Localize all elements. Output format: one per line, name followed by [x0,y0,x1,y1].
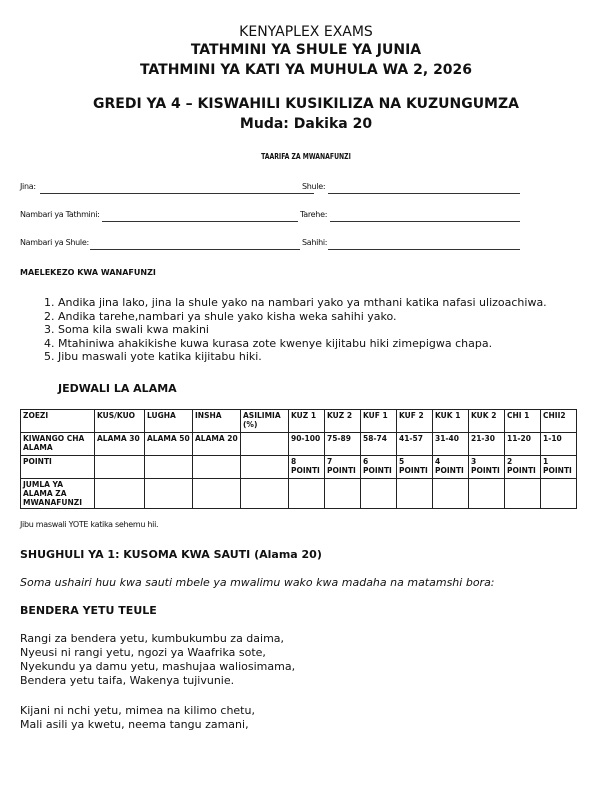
instructions-list [20,296,612,364]
marks-table-cell: INSHA [193,410,241,433]
marks-table-row [21,479,577,509]
marks-table-title: JEDWALI LA ALAMA [58,382,177,395]
poem-line: Nyeusi ni rangi yetu, ngozi ya Waafrika sote, [20,646,266,659]
instructions-title: MAELEKEZO KWA WANAFUNZI [20,268,156,277]
marks-table [20,409,577,509]
instruction-item: 5. Jibu maswali yote katika kijitabu hiki. [58,350,612,364]
marks-table-cell: JUMLA YA ALAMA ZA MWANAFUNZI [21,479,95,509]
nambari-shule-input-line[interactable] [90,249,300,250]
marks-table-cell[interactable] [361,479,397,509]
shule-label: Shule: [302,182,326,191]
name-school-row [20,182,592,196]
poem-stanza-1 [20,632,295,688]
marks-table-cell[interactable] [541,479,577,509]
marks-table-cell: 8 POINTI [289,456,325,479]
marks-table-cell[interactable] [397,479,433,509]
marks-table-cell [145,456,193,479]
marks-table-cell [95,456,145,479]
marks-table-cell [193,456,241,479]
nambari-tathmini-input-line[interactable] [102,221,298,222]
sahihi-label: Sahihi: [302,238,328,247]
marks-table-cell: CHI 1 [505,410,541,433]
marks-table-cell: 21-30 [469,433,505,456]
marks-table-cell[interactable] [95,479,145,509]
marks-table-row [21,433,577,456]
marks-table-cell[interactable] [241,479,289,509]
marks-table-cell: KUZ 1 [289,410,325,433]
instruction-item: 4. Mtahiniwa ahakikishe kuwa kurasa zote kwenye kijitabu hiki zimepigwa chapa. [58,337,612,351]
section1-title: SHUGHULI YA 1: KUSOMA KWA SAUTI (Alama 20) [20,548,322,561]
marks-table-cell: KUK 1 [433,410,469,433]
tarehe-input-line[interactable] [330,221,520,222]
marks-table-cell: 6 POINTI [361,456,397,479]
tarehe-label: Tarehe: [300,210,328,219]
marks-table-cell: 3 POINTI [469,456,505,479]
nambari-shule-label: Nambari ya Shule: [20,238,89,247]
marks-table-cell: KUF 1 [361,410,397,433]
marks-table-cell: ALAMA 50 [145,433,193,456]
poem-line: Kijani ni nchi yetu, mimea na kilimo chetu, [20,704,255,717]
marks-table-cell: KUS/KUO [95,410,145,433]
poem-stanza-2 [20,704,255,732]
marks-table-cell: KIWANGO CHA ALAMA [21,433,95,456]
jina-input-line[interactable] [40,193,314,194]
marks-table-cell: POINTI [21,456,95,479]
marks-table-cell: 1-10 [541,433,577,456]
number-date-row [20,210,592,224]
poem-line: Nyekundu ya damu yetu, mashujaa waliosimama, [20,660,296,673]
school-number-signature-row [20,238,592,252]
sahihi-input-line[interactable] [328,249,520,250]
jina-label: Jina: [20,182,36,191]
poem-line: Rangi za bendera yetu, kumbukumbu za daima, [20,632,285,645]
marks-table-cell: 58-74 [361,433,397,456]
marks-table-cell: 7 POINTI [325,456,361,479]
marks-table-cell[interactable] [469,479,505,509]
marks-table-cell: 31-40 [433,433,469,456]
marks-table-cell: ALAMA 20 [193,433,241,456]
nambari-tathmini-label: Nambari ya Tathmini: [20,210,100,219]
marks-table-cell: 1 POINTI [541,456,577,479]
poem-line: Bendera yetu taifa, Wakenya tujivunie. [20,674,235,687]
marks-table-cell: CHII2 [541,410,577,433]
instruction-item: 3. Soma kila swali kwa makini [58,323,612,337]
marks-table-cell[interactable] [433,479,469,509]
marks-table-cell: 5 POINTI [397,456,433,479]
org-name: KENYAPLEX EXAMS [239,24,373,40]
section1-instruction: Soma ushairi huu kwa sauti mbele ya mwalimu wako kwa madaha na matamshi bora: [20,576,495,589]
marks-table-cell: LUGHA [145,410,193,433]
shule-input-line[interactable] [328,193,520,194]
marks-table-cell: 41-57 [397,433,433,456]
duration: Muda: Dakika 20 [239,116,373,132]
marks-table-cell: ASILIMIA (%) [241,410,289,433]
marks-table-cell: 11-20 [505,433,541,456]
marks-table-cell[interactable] [193,479,241,509]
marks-table-cell: ALAMA 30 [95,433,145,456]
marks-table-cell [241,433,289,456]
marks-table-cell: 2 POINTI [505,456,541,479]
marks-table-row [21,456,577,479]
marks-table-cell: 90-100 [289,433,325,456]
subject-title: GREDI YA 4 – KISWAHILI KUSIKILIZA NA KUZUNGUMZA [93,96,519,112]
marks-table-cell[interactable] [145,479,193,509]
marks-table-row [21,410,577,433]
instruction-item: 1. Andika jina lako, jina la shule yako na nambari yako ya mthani katika nafasi ulizoachiwa. [58,296,612,310]
marks-table-cell: KUF 2 [397,410,433,433]
marks-table-cell: KUZ 2 [325,410,361,433]
poem-title: BENDERA YETU TEULE [20,604,157,617]
marks-table-cell: 75-89 [325,433,361,456]
answer-all-note: Jibu maswali YOTE katika sehemu hii. [20,520,159,529]
marks-table-cell[interactable] [505,479,541,509]
instruction-item: 2. Andika tarehe,nambari ya shule yako kisha weka sahihi yako. [58,310,612,324]
marks-table-cell: ZOEZI [21,410,95,433]
exam-title: TATHMINI YA KATI YA MUHULA WA 2, 2026 [139,62,473,78]
marks-table-cell [241,456,289,479]
poem-line: Mali asili ya kwetu, neema tangu zamani, [20,718,249,731]
school-level: TATHMINI YA SHULE YA JUNIA [190,42,422,58]
info-title: TAARIFA ZA MWANAFUNZI [261,152,351,161]
marks-table-cell: 4 POINTI [433,456,469,479]
marks-table-cell[interactable] [289,479,325,509]
marks-table-cell: KUK 2 [469,410,505,433]
marks-table-cell[interactable] [325,479,361,509]
